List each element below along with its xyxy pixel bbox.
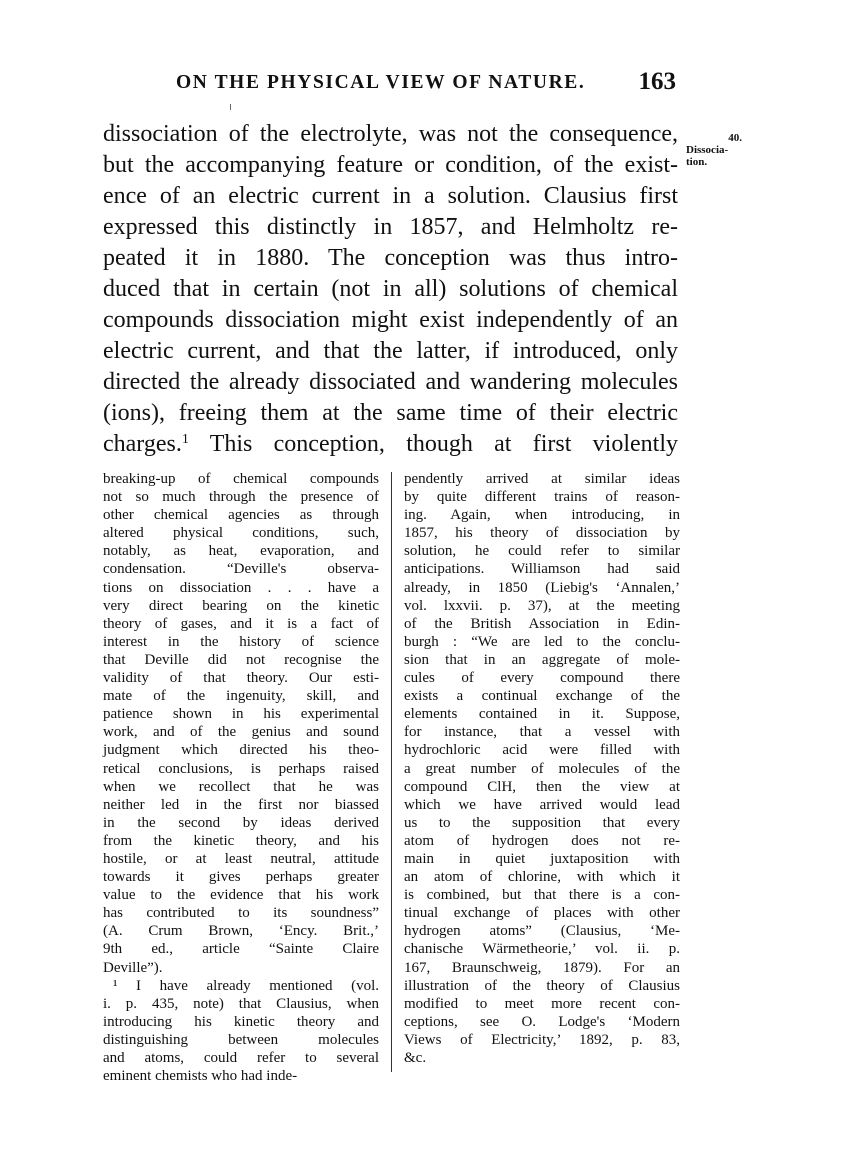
footnote-line: hydrochloric acid were filled with bbox=[404, 742, 680, 759]
footnote-line: ¹ I have already mentioned (vol. bbox=[113, 977, 379, 994]
footnote-line: Views of Electricity,’ 1892, p. 83, bbox=[404, 1031, 680, 1048]
footnote-line: modified to meet more recent con- bbox=[404, 995, 680, 1012]
footnote-line: for instance, that a vessel with bbox=[404, 724, 680, 741]
footnote-line: us to the supposition that every bbox=[404, 814, 680, 831]
footnote-line: not so much through the presence of bbox=[103, 489, 379, 506]
footnotes-left-column bbox=[103, 470, 379, 1085]
column-divider bbox=[391, 472, 392, 1072]
footnote-line: by quite different trains of reason- bbox=[404, 489, 680, 506]
body-line-last bbox=[103, 429, 678, 460]
footnote-line: other chemical agencies as through bbox=[103, 507, 379, 524]
header-tick-mark bbox=[230, 104, 231, 110]
footnote-line: retical conclusions, is perhaps raised bbox=[103, 760, 379, 777]
footnote-line: i. p. 435, note) that Clausius, when bbox=[103, 995, 379, 1012]
footnote-line: which we have arrived would lead bbox=[404, 796, 680, 813]
footnote-line: altered physical conditions, such, bbox=[103, 525, 379, 542]
marginal-note-line-2: tion. bbox=[686, 156, 708, 168]
footnotes-right-column bbox=[404, 470, 680, 1067]
footnote-line: mate of the ingenuity, skill, and bbox=[103, 688, 379, 705]
footnote-line: &c. bbox=[404, 1050, 427, 1066]
footnote-line: anticipations. Williamson had said bbox=[404, 561, 680, 578]
footnote-line: tinual exchange of places with other bbox=[404, 905, 680, 922]
main-text-body bbox=[103, 119, 678, 460]
footnote-line: burgh : “We are led to the conclu- bbox=[404, 633, 680, 650]
footnote-line: a great number of molecules of the bbox=[404, 760, 680, 777]
footnote-line: 167, Braunschweig, 1879). For an bbox=[404, 959, 680, 976]
footnote-line: tions on dissociation . . . have a bbox=[103, 579, 379, 596]
footnote-line: condensation. “Deville's observa- bbox=[103, 561, 379, 578]
footnote-line: main in quiet juxtaposition with bbox=[404, 850, 680, 867]
body-line: compounds dissociation might exist independently of an bbox=[103, 307, 678, 333]
footnote-line: interest in the history of science bbox=[103, 633, 379, 650]
footnote-line: Deville”). bbox=[103, 959, 163, 976]
footnote-line: ceptions, see O. Lodge's ‘Modern bbox=[404, 1013, 680, 1030]
body-line: expressed this distinctly in 1857, and Helmholtz re- bbox=[103, 214, 678, 240]
footnote-ref-1: 1 bbox=[181, 432, 189, 447]
footnote-line: notably, as heat, evaporation, and bbox=[103, 543, 379, 560]
footnote-line: sion that in an aggregate of mole- bbox=[404, 651, 680, 668]
footnote-line: value to the evidence that his work bbox=[103, 887, 379, 904]
footnote-line: already, in 1850 (Liebig's ‘Annalen,’ bbox=[404, 579, 680, 596]
footnote-line: cules of every compound there bbox=[404, 670, 680, 687]
footnote-line: elements contained in it. Suppose, bbox=[404, 706, 680, 723]
body-line: duced that in certain (not in all) solutions of chemical bbox=[103, 276, 678, 302]
page-header bbox=[176, 70, 676, 104]
footnote-line: breaking-up of chemical compounds bbox=[103, 471, 379, 487]
footnote-line: judgment which directed his theo- bbox=[103, 742, 379, 759]
footnote-line: and atoms, could refer to several bbox=[103, 1050, 379, 1066]
footnote-line: distinguishing between molecules bbox=[103, 1031, 379, 1048]
footnote-line: ing. Again, when introducing, in bbox=[404, 507, 680, 524]
footnote-line: in the second by ideas derived bbox=[103, 814, 379, 831]
footnote-line: an atom of chlorine, with which it bbox=[404, 869, 680, 886]
footnote-line: patience shown in his experimental bbox=[103, 706, 379, 723]
footnote-line: 1857, his theory of dissociation by bbox=[404, 525, 680, 542]
footnote-line: is combined, but that there is a con- bbox=[404, 887, 680, 904]
footnote-line: very direct bearing on the kinetic bbox=[103, 597, 379, 614]
body-line: ence of an electric current in a solution. Clausius first bbox=[103, 183, 678, 209]
body-last-after: This conception, though at first violently bbox=[188, 431, 678, 457]
footnote-line: hydrogen atoms” (Clausius, ‘Me- bbox=[404, 923, 680, 940]
body-line: electric current, and that the latter, if introduced, only bbox=[103, 338, 678, 364]
footnote-line: vol. lxxvii. p. 37), at the meeting bbox=[404, 597, 680, 614]
running-title: ON THE PHYSICAL VIEW OF NATURE. bbox=[176, 72, 586, 93]
marginal-note-line-1: Dissocia- bbox=[686, 144, 729, 156]
footnote-line: work, and of the genius and sound bbox=[103, 724, 379, 741]
body-line: but the accompanying feature or condition, of the exist- bbox=[103, 152, 678, 178]
footnote-line: neither led in the first nor biassed bbox=[103, 796, 379, 813]
footnote-line: hostile, or at least neutral, attitude bbox=[103, 850, 379, 867]
footnote-line: validity of that theory. Our esti- bbox=[103, 670, 379, 687]
marginal-note bbox=[686, 132, 746, 168]
footnote-line: compound ClH, then the view at bbox=[404, 778, 680, 795]
footnotes bbox=[103, 470, 680, 1085]
footnote-line: of the British Association in Edin- bbox=[404, 615, 680, 632]
body-line: directed the already dissociated and wandering molecules bbox=[103, 369, 678, 395]
footnote-line: chanische Wärmetheorie,’ vol. ii. p. bbox=[404, 941, 680, 958]
footnote-line: introducing his kinetic theory and bbox=[103, 1013, 379, 1030]
footnote-line: that Deville did not recognise the bbox=[103, 651, 379, 668]
footnote-line: eminent chemists who had inde- bbox=[103, 1068, 298, 1085]
footnote-line: illustration of the theory of Clausius bbox=[404, 977, 680, 994]
body-line: dissociation of the electrolyte, was not the consequence, bbox=[103, 121, 678, 147]
body-line: (ions), freeing them at the same time of their electric bbox=[103, 400, 678, 426]
body-last-before: charges. bbox=[103, 431, 182, 457]
marginal-note-number: 40. bbox=[728, 132, 742, 144]
footnote-line: has contributed to its soundness” bbox=[103, 905, 379, 922]
footnote-line: solution, he could refer to similar bbox=[404, 543, 680, 560]
footnote-line: (A. Crum Brown, ‘Ency. Brit.,’ bbox=[103, 923, 379, 940]
footnote-line: when we recollect that he was bbox=[103, 778, 379, 795]
footnote-line: theory of gases, and it is a fact of bbox=[103, 615, 379, 632]
footnote-line: from the kinetic theory, and his bbox=[103, 832, 379, 849]
body-line: peated it in 1880. The conception was thus intro- bbox=[103, 245, 678, 271]
footnote-line: atom of hydrogen does not re- bbox=[404, 832, 680, 849]
footnote-line: pendently arrived at similar ideas bbox=[404, 471, 680, 487]
page-number: 163 bbox=[638, 68, 676, 95]
footnote-line: 9th ed., article “Sainte Claire bbox=[103, 941, 379, 958]
footnote-line: towards it gives perhaps greater bbox=[103, 869, 379, 886]
footnote-line: exists a continual exchange of the bbox=[404, 688, 680, 705]
